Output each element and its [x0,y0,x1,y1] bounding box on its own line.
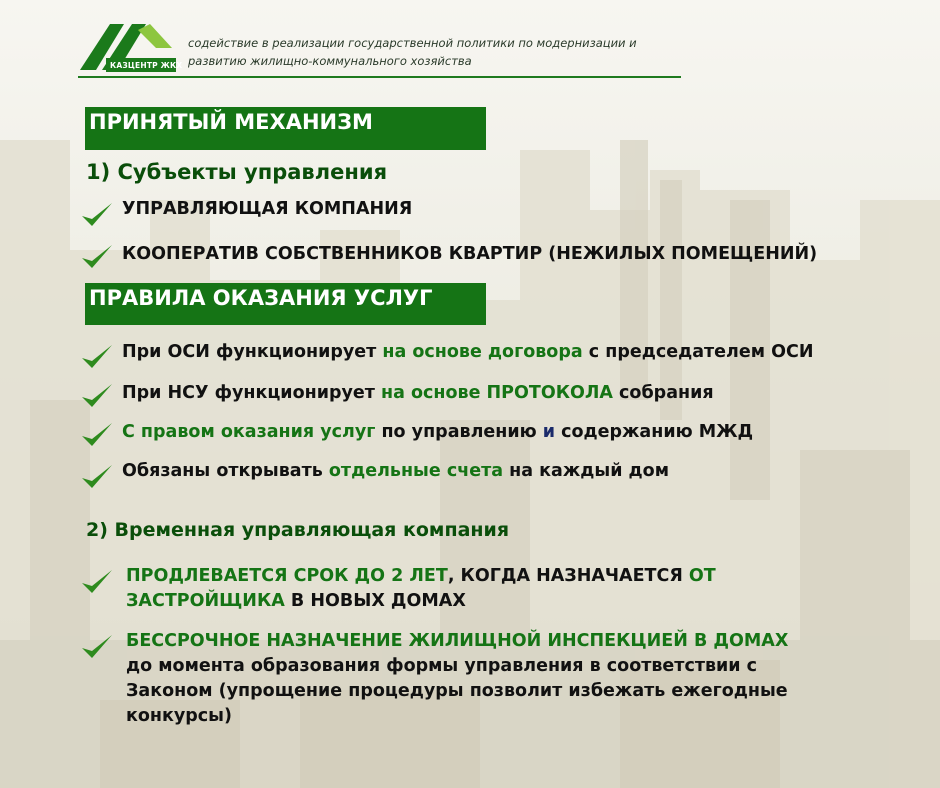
checkmark-icon [80,462,114,492]
logo-caption: КАЗЦЕНТР ЖКХ [110,61,183,70]
header-divider [78,76,681,78]
rules-item: При НСУ функционирует на основе ПРОТОКОЛА собрания [122,383,714,403]
temporary-company-heading: 2) Временная управляющая компания [86,519,510,541]
rules-item: С правом оказания услуг по управлению и содержанию МЖД [122,422,754,442]
header-tagline [188,34,668,70]
checkmark-icon [80,632,114,662]
section-banner-mechanism: ПРИНЯТЫЙ МЕХАНИЗМ [85,107,486,150]
section-banner-rules: ПРАВИЛА ОКАЗАНИЯ УСЛУГ [85,283,486,325]
subjects-heading: 1) Субъекты управления [86,160,388,184]
checkmark-icon [80,242,114,272]
temp-item-extension: ПРОДЛЕВАЕТСЯ СРОК ДО 2 ЛЕТ, КОГДА НАЗНАЧАЕТСЯ ОТ ЗАСТРОЙЩИКА В НОВЫХ ДОМАХ [126,566,716,611]
tagline-line: развитию жилищно-коммунального хозяйства [188,54,472,68]
rules-item: Обязаны открывать отдельные счета на каждый дом [122,461,670,481]
rules-item: При ОСИ функционирует на основе договора с председателем ОСИ [122,342,814,362]
checkmark-icon [80,381,114,411]
checkmark-icon [80,342,114,372]
subject-item: УПРАВЛЯЮЩАЯ КОМПАНИЯ [122,199,413,219]
temp-item-indefinite: БЕССРОЧНОЕ НАЗНАЧЕНИЕ ЖИЛИЩНОЙ ИНСПЕКЦИЕЙ В ДОМАХ до момента образования формы управления в соответствии с Законом (упрощение процедуры позволит избежать ежегодные конкурсы) [126,631,789,726]
subject-item: КООПЕРАТИВ СОБСТВЕННИКОВ КВАРТИР (НЕЖИЛЫХ ПОМЕЩЕНИЙ) [122,244,818,264]
tagline-line: содействие в реализации государственной политики по модернизации и [188,36,637,50]
checkmark-icon [80,200,114,230]
checkmark-icon [80,567,114,597]
checkmark-icon [80,420,114,450]
